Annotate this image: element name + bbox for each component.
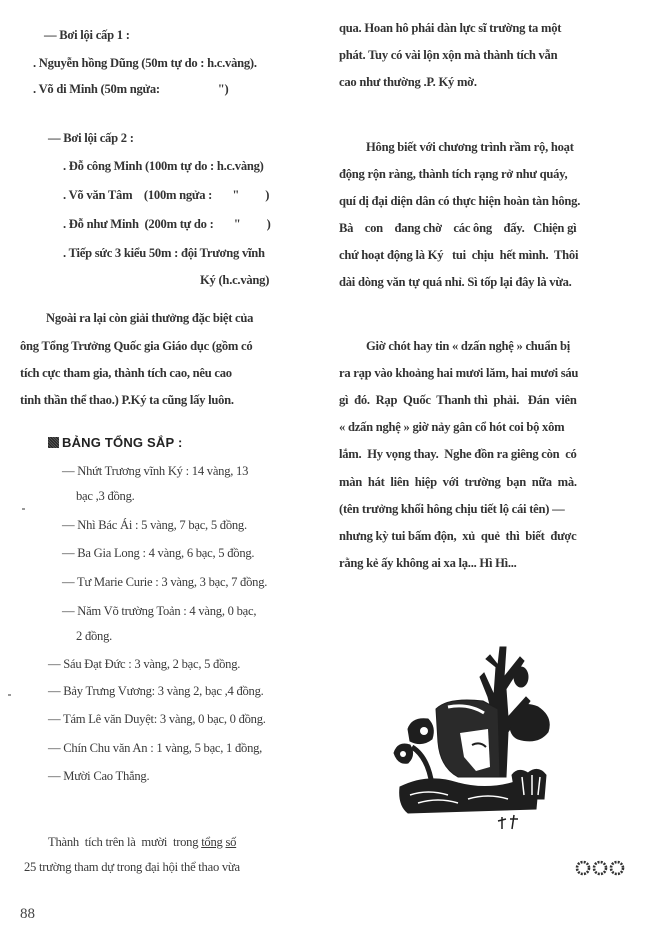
list-item: . Võ văn Tâm (100m ngửa : " )	[63, 188, 270, 202]
print-speck	[22, 508, 25, 510]
paragraph-line: tinh thần thể thao.) P.Ký ta cũng lấy luôn.	[20, 393, 234, 407]
paragraph-line: động rộn ràng, thành tích rạng rở như quáy,	[339, 167, 568, 181]
ornament-ring-icon	[594, 862, 606, 874]
list-item: . Tiếp sức 3 kiểu 50m : đội Trương vĩnh	[63, 246, 265, 260]
paragraph-line: Giờ chót hay tin « dzấn nghệ » chuẩn bị	[366, 339, 571, 353]
ranking-row: — Nhì Bác Ái : 5 vàng, 7 bạc, 5 đồng.	[62, 518, 247, 532]
lotus-shape	[512, 769, 546, 799]
ranking-row: — Năm Võ trường Toản : 4 vàng, 0 bạc,	[62, 604, 257, 618]
ranking-row: — Tư Marie Curie : 3 vàng, 3 bạc, 7 đồng.	[62, 575, 268, 589]
ornament-ring-icon	[577, 862, 589, 874]
paragraph-line: ông Tổng Trưởng Quốc gia Giáo dục (gồm có	[20, 339, 253, 353]
paragraph-line: chứ hoạt động là Ký tui chịu hết mình. Thôi	[339, 248, 579, 262]
underlined-word: số	[225, 835, 237, 849]
ranking-row: — Mười Cao Thắng.	[48, 769, 150, 783]
text-span: Thành tích trên là mười trong	[48, 835, 202, 849]
paragraph-line: qua. Hoan hô phái dàn lực sĩ trường ta một	[339, 21, 562, 35]
list-item: . Nguyễn hồng Dũng (50m tự do : h.c.vàng).	[33, 56, 257, 70]
ranking-row: — Nhứt Trương vĩnh Ký : 14 vàng, 13	[62, 464, 249, 478]
paragraph-line: tích cực tham gia, thành tích cao, nêu cao	[20, 366, 232, 380]
paragraph-line: phát. Tuy có vài lộn xộn mà thành tích vẫn	[339, 48, 558, 62]
underlined-word: tổng	[201, 835, 223, 849]
ranking-heading-text: BẢNG TỔNG SẮP :	[62, 435, 183, 450]
ranking-heading	[48, 435, 183, 450]
square-bullet-icon	[48, 437, 59, 448]
paragraph-line: ra rạp vào khoảng hai mươi lăm, hai mươi sáu	[339, 366, 579, 380]
flower-shape	[510, 705, 550, 741]
ranking-row: — Ba Gia Long : 4 vàng, 6 bạc, 5 đồng.	[62, 546, 255, 560]
section-heading-swim-level-2: — Bơi lội cấp 2 :	[48, 131, 134, 145]
paragraph-line: màn hát liên hiệp với trường bạn nữa mà.	[339, 475, 577, 489]
end-ornament	[575, 858, 627, 878]
paragraph-line: quí dị đại diện dân có thực hiện hoàn tàn hông.	[339, 194, 581, 208]
paragraph-line: Ngoài ra lại còn giải thưởng đặc biệt của	[46, 311, 254, 325]
paragraph-line: lắm. Hy vọng thay. Nghe đồn ra giêng còn có	[339, 447, 577, 461]
paragraph-line: Hông biết với chương trình rầm rộ, hoạt	[366, 140, 574, 154]
paragraph-line: rằng kẻ ấy không ai xa lạ... Hì Hì...	[339, 556, 517, 570]
ranking-row: — Tám Lê văn Duyệt: 3 vàng, 0 bạc, 0 đồng.	[48, 712, 266, 726]
paragraph-line: gì đó. Rạp Quốc Thanh thì phải. Đán viên	[339, 393, 577, 407]
paragraph-line	[48, 834, 236, 850]
section-heading-swim-level-1: — Bơi lội cấp 1 :	[44, 28, 130, 42]
ranking-row: — Bảy Trưng Vương: 3 vàng 2, bạc ,4 đồng.	[48, 684, 264, 698]
paragraph-line: (tên trưởng khối hông chịu tiết lộ cái tên) —	[339, 502, 565, 516]
list-item: . Đỗ như Minh (200m tự do : " )	[63, 217, 271, 231]
paragraph-line: nhưng kỳ tui bấm độn, xủ quẻ thì biết được	[339, 529, 577, 543]
paragraph-line: dài dòng văn tự quá nhỉ. Sì tốp lại đây là vừa.	[339, 275, 572, 289]
paragraph-line: « dzấn nghệ » giờ nảy gân cổ hót coi bộ xôm	[339, 420, 565, 434]
list-item: . Võ di Minh (50m ngửa: ")	[33, 82, 229, 96]
list-item: . Đỗ công Minh (100m tự do : h.c.vàng)	[63, 159, 264, 173]
ranking-row-continuation: bạc ,3 đồng.	[76, 489, 135, 503]
paragraph-line: Bà con đang chờ các ông đấy. Chiện gì	[339, 221, 577, 235]
signature-mark	[498, 815, 518, 829]
print-speck	[8, 694, 11, 696]
woodcut-illustration	[388, 637, 558, 837]
page-number: 88	[20, 906, 35, 922]
ornament-ring-icon	[611, 862, 623, 874]
ranking-row: — Chín Chu văn An : 1 vàng, 5 bạc, 1 đồng,	[48, 741, 263, 755]
paragraph-line: cao như thường .P. Ký mờ.	[339, 75, 477, 89]
list-item-continuation: Ký (h.c.vàng)	[200, 273, 270, 287]
paragraph-line: 25 trường tham dự trong đại hội thể thao vừa	[24, 860, 240, 874]
leaf-shape	[514, 667, 528, 687]
ranking-row-continuation: 2 đồng.	[76, 629, 113, 643]
ranking-row: — Sáu Đạt Đức : 3 vàng, 2 bạc, 5 đồng.	[48, 657, 241, 671]
